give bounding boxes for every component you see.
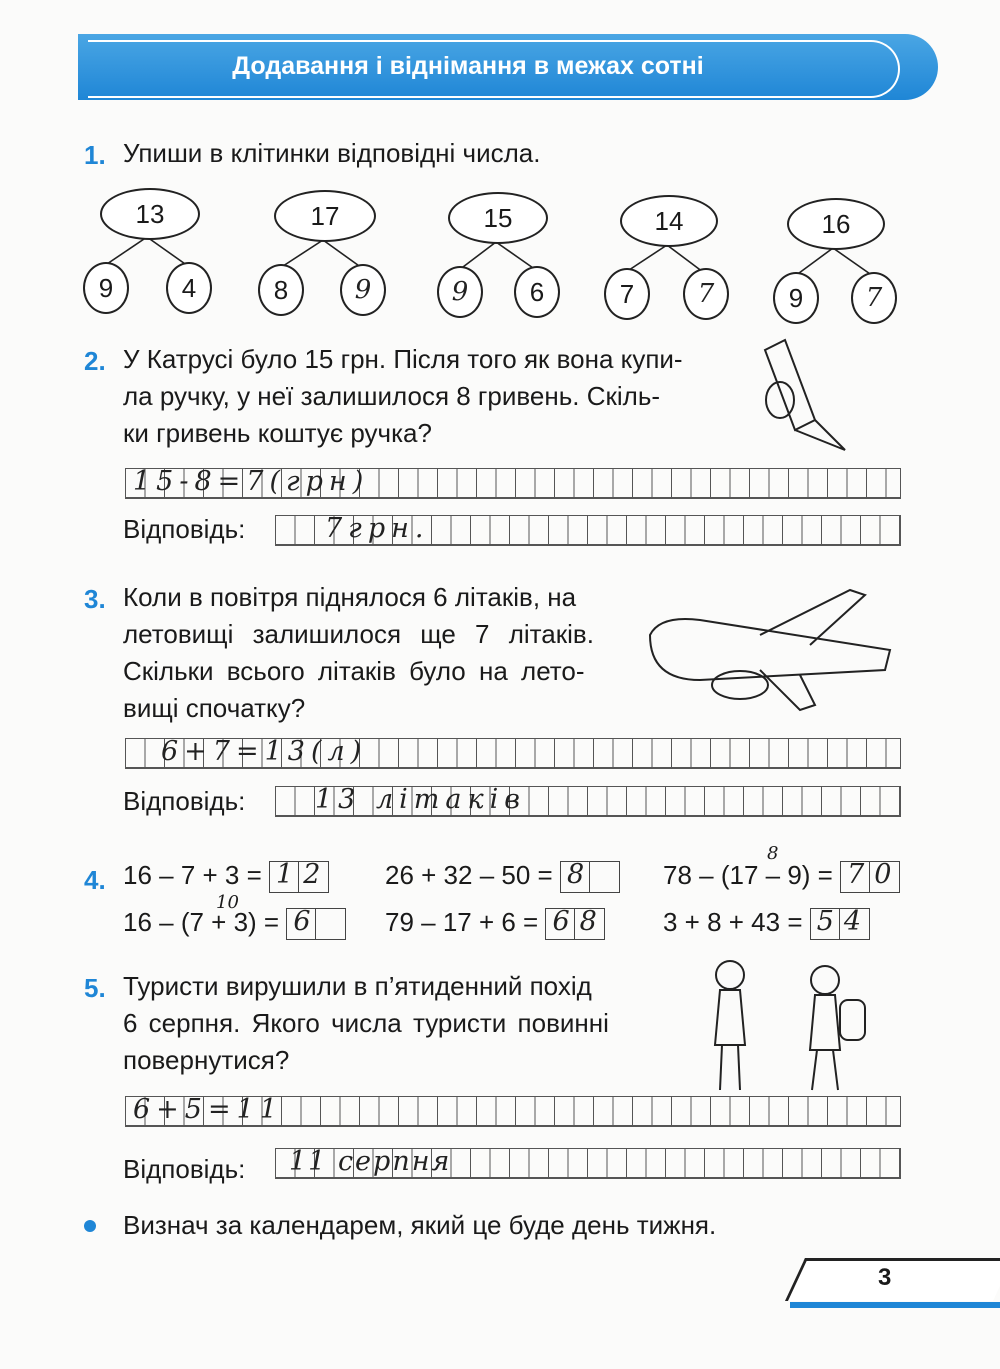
task-text-line: ки гривень коштує ручка?: [123, 418, 432, 448]
tree-answer-field[interactable]: 9: [340, 264, 386, 316]
tree-answer-field[interactable]: 7: [683, 268, 729, 320]
answer-grid[interactable]: [275, 1148, 901, 1179]
tree-left-number: 8: [258, 264, 304, 316]
task-text: Упиши в клітинки відповідні числа.: [123, 138, 541, 168]
bullet-text: Визнач за календарем, який це буде день тижня.: [123, 1210, 717, 1240]
tree-answer-field[interactable]: 7: [851, 272, 897, 324]
solution-grid[interactable]: [125, 468, 901, 499]
expression: 16 – 7 + 3 = 12: [123, 860, 329, 893]
page-title: Додавання і віднімання в межах сотні: [232, 52, 704, 80]
tree-top-number: 13: [100, 188, 200, 240]
task-text-line: вищі спочатку?: [123, 693, 306, 723]
bullet-icon: [84, 1220, 96, 1232]
solution-text: 15-8=7(грн): [133, 466, 370, 497]
tree-top-number: 16: [787, 198, 885, 250]
tree-top-number: 17: [274, 190, 376, 242]
answer-grid[interactable]: [275, 786, 901, 817]
tree-lines: [0, 0, 1000, 330]
answer-box[interactable]: 54: [810, 908, 870, 940]
page-number-underline: [790, 1302, 1000, 1308]
answer-box[interactable]: 70: [840, 861, 900, 893]
task-text-line: повернутися?: [123, 1045, 290, 1075]
task-number: 4.: [84, 865, 106, 895]
expression: 26 + 32 – 50 = 8: [385, 860, 620, 893]
task-text-line: 6 серпня. Якого числа туристи повинні: [123, 1008, 609, 1038]
expression: 3 + 8 + 43 = 54: [663, 907, 870, 940]
solution-grid[interactable]: [125, 1096, 901, 1127]
answer-text: 7грн.: [325, 513, 430, 544]
solution-text: 6+5=11: [133, 1094, 283, 1125]
handwritten-note: 8: [767, 843, 779, 864]
task-text-line: У Катрусі було 15 грн. Після того як вона купи-: [123, 344, 683, 374]
answer-label: Відповідь:: [123, 786, 246, 816]
answer-text: 13 літаків: [315, 784, 526, 815]
answer-label: Відповідь:: [123, 514, 246, 544]
expression: 79 – 17 + 6 = 68: [385, 907, 605, 940]
tree-right-number: 6: [514, 266, 560, 318]
answer-box[interactable]: 68: [545, 908, 605, 940]
tree-left-number: 7: [604, 268, 650, 320]
page-number: 3: [878, 1264, 892, 1291]
answer-box[interactable]: 8: [560, 861, 620, 893]
task-number: 5.: [84, 973, 106, 1003]
tree-answer-field[interactable]: 9: [437, 266, 483, 318]
tree-right-number: 4: [166, 262, 212, 314]
task-number: 3.: [84, 584, 106, 614]
answer-box[interactable]: 12: [269, 861, 329, 893]
answer-text: 11 серпня: [289, 1146, 452, 1177]
task-text-line: Туристи вирушили в п’ятиденний похід: [123, 971, 592, 1001]
tree-top-number: 15: [448, 192, 548, 244]
task-text-line: летовищі залишилося ще 7 літаків.: [123, 619, 594, 649]
solution-grid[interactable]: [125, 738, 901, 769]
expression: 78 – (17 – 9) = 70: [663, 860, 900, 893]
page-number-tab: [785, 1258, 1000, 1301]
tourists-illustration: [700, 955, 880, 1095]
pen-illustration: [745, 330, 865, 460]
task-text-line: ла ручку, у неї залишилося 8 гривень. Скіль-: [123, 381, 661, 411]
task-text-line: Коли в повітря піднялося 6 літаків, на: [123, 582, 577, 612]
tree-left-number: 9: [773, 272, 819, 324]
task-text-line: Скільки всього літаків було на лето-: [123, 656, 585, 686]
answer-label: Відповідь:: [123, 1154, 246, 1184]
tree-top-number: 14: [620, 195, 718, 247]
solution-text: 6+7=13(л): [161, 736, 368, 767]
handwritten-note: 10: [216, 892, 239, 913]
airplane-illustration: [640, 585, 905, 715]
tree-left-number: 9: [83, 262, 129, 314]
answer-grid[interactable]: [275, 515, 901, 546]
task-number: 2.: [84, 346, 106, 376]
answer-box[interactable]: 6: [286, 908, 346, 940]
expression: 16 – (7 + 3) = 6: [123, 907, 346, 940]
task-number: 1.: [84, 140, 106, 170]
